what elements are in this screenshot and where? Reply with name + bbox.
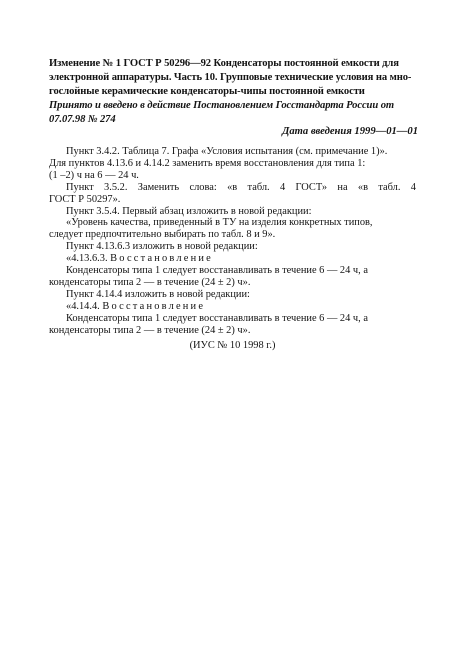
clause-number: «4.13.6.3. bbox=[66, 253, 108, 265]
paragraph-line: Конденсаторы типа 1 следует восстанавливать в течение 6 — 24 ч, а bbox=[66, 265, 368, 277]
paragraph-line: следует предпочтительно выбирать по табл. 8 и 9». bbox=[49, 229, 276, 241]
paragraph-line: Пункт 4.13.6.3 изложить в новой редакции: bbox=[66, 241, 258, 253]
clause-title: Восстановление bbox=[110, 253, 213, 265]
paragraph-line: конденсаторы типа 2 — в течение (24 ± 2) ч». bbox=[49, 324, 251, 336]
paragraph-line: Пункт 3.5.2. Заменить слова: «в табл. 4 ГОСТ» на «в табл. 4 bbox=[66, 181, 416, 193]
clause-heading bbox=[49, 253, 416, 265]
paragraph-line: конденсаторы типа 2 — в течение (24 ± 2) ч». bbox=[49, 276, 251, 288]
paragraph-line: Пункт 3.4.2. Таблица 7. Графа «Условия испытания (см. примечание 1)». bbox=[66, 146, 388, 157]
clause-heading bbox=[49, 301, 416, 313]
amendment-body bbox=[49, 146, 416, 351]
header-title-line: гослойные керамические конденсаторы-чипы постоянной емкости bbox=[49, 86, 365, 97]
effective-date: Дата введения 1999—01—01 bbox=[282, 126, 418, 137]
clause-title: Восстановление bbox=[102, 300, 206, 312]
publication-reference: (ИУС № 10 1998 г.) bbox=[189, 339, 276, 351]
paragraph-line: ГОСТ Р 50297». bbox=[49, 193, 121, 205]
header-title-line: Изменение № 1 ГОСТ Р 50296—92 Конденсаторы постоянной емкости для bbox=[49, 58, 399, 69]
adoption-line: 07.07.98 № 274 bbox=[49, 114, 116, 125]
header-title-line: электронной аппаратуры. Часть 10. Групповые технические условия на мно- bbox=[49, 72, 412, 83]
clause-number: «4.14.4. bbox=[66, 300, 100, 312]
paragraph-line: Пункт 4.14.4 изложить в новой редакции: bbox=[66, 288, 250, 300]
adoption-line: Принято и введено в действие Постановлением Госстандарта России от bbox=[49, 100, 395, 111]
amendment-header bbox=[49, 57, 417, 127]
paragraph-line: Пункт 3.5.4. Первый абзац изложить в новой редакции: bbox=[66, 205, 312, 217]
paragraph-line: Конденсаторы типа 1 следует восстанавливать в течение 6 — 24 ч, а bbox=[66, 312, 368, 324]
paragraph-line: Для пунктов 4.13.6 и 4.14.2 заменить время восстановления для типа 1: bbox=[49, 157, 366, 169]
paragraph-line: «Уровень качества, приведенный в ТУ на изделия конкретных типов, bbox=[66, 217, 373, 229]
paragraph-line: (1 –2) ч на 6 — 24 ч. bbox=[49, 169, 139, 181]
